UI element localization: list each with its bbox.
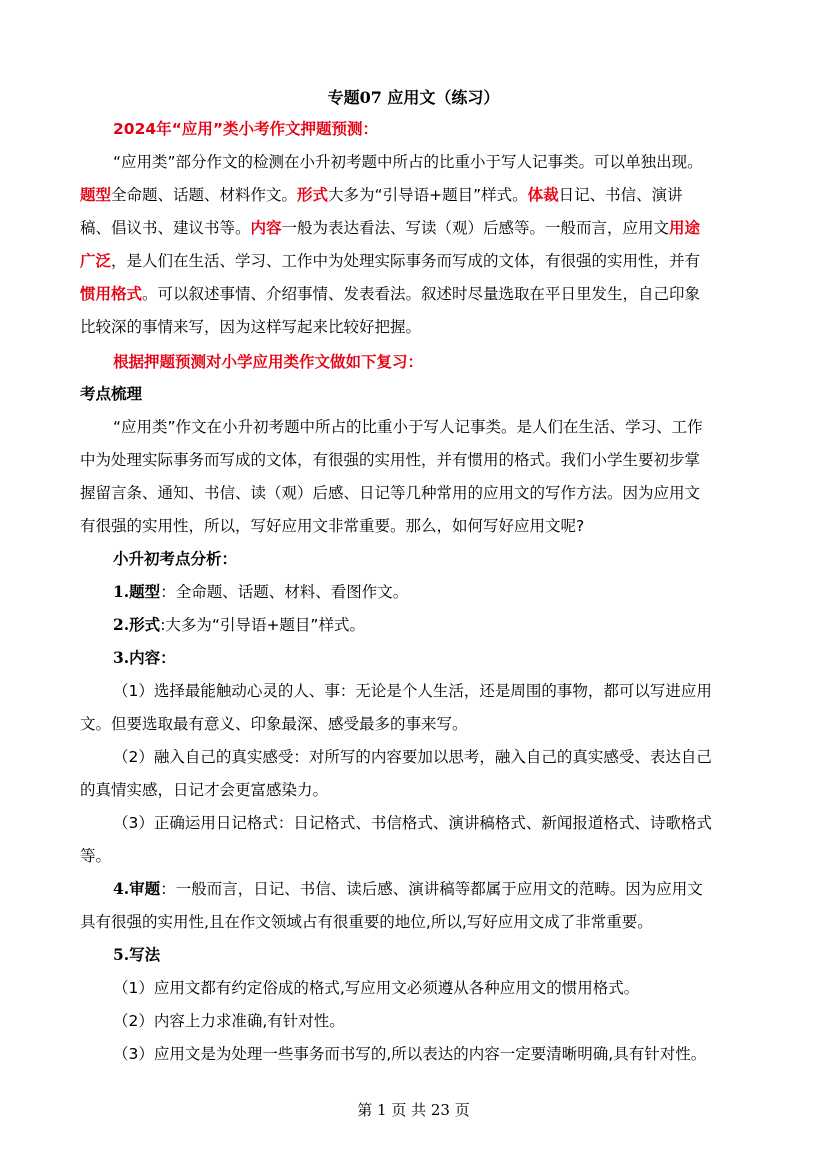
analysis-item-3-label: 3.内容：	[113, 648, 176, 667]
kaodian-line-1: “应用类”作文在小升初考题中所占的比重小于写人记事类。是人们在生活、学习、工作	[113, 418, 703, 436]
keyword-guangfan: 广泛	[80, 252, 112, 270]
keyword-tixing: 题型	[80, 186, 112, 204]
intro-line-5: 惯用格式。可以叙述事情、介绍事情、发表看法。叙述时尽量选取在平日里发生，自己印象	[80, 285, 701, 303]
analysis-item-1: 1.题型：全命题、话题、材料、看图作文。	[113, 582, 409, 601]
intro-line-6: 比较深的事情来写，因为这样写起来比较好把握。	[80, 318, 422, 336]
analysis-item-4-cont: 具有很强的实用性,且在作文领域占有很重要的地位,所以,写好应用文成了非常重要。	[80, 913, 653, 931]
analysis-item-2: 2.形式:大多为“引导语+题目”样式。	[113, 615, 365, 634]
content-sub-2a: （2）融入自己的真实感受：对所写的内容要加以思考，融入自己的真实感受、表达自己	[113, 748, 712, 766]
content-sub-3b: 等。	[80, 847, 112, 865]
keyword-neirong: 内容	[250, 219, 282, 237]
intro-line-2: 题型全命题、话题、材料作文。形式大多为“引导语+题目”样式。体裁日记、书信、演讲	[80, 186, 683, 204]
intro-line-4: 广泛，是人们在生活、学习、工作中为处理实际事务而写成的文体，有很强的实用性，并有	[80, 252, 701, 270]
writing-sub-3: （3）应用文是为处理一些事务而书写的,所以表达的内容一定要清晰明确,具有针对性。	[113, 1045, 707, 1063]
writing-sub-1: （1）应用文都有约定俗成的格式,写应用文必须遵从各种应用文的惯用格式。	[113, 979, 640, 997]
prediction-heading: 2024年“应用”类小考作文押题预测：	[113, 120, 379, 138]
content-sub-3a: （3）正确运用日记格式：日记格式、书信格式、演讲稿格式、新闻报道格式、诗歌格式	[113, 814, 712, 832]
page-title: 专题07 应用文（练习）	[327, 88, 500, 107]
intro-line-1: “应用类”部分作文的检测在小升初考题中所占的比重小于写人记事类。可以单独出现。	[113, 153, 703, 171]
keyword-yongtu: 用途	[669, 219, 701, 237]
keyword-guanyong-geshi: 惯用格式	[80, 285, 143, 303]
kaodian-line-3: 握留言条、通知、书信、读（观）后感、日记等几种常用的应用文的写作方法。因为应用文	[80, 484, 701, 502]
review-heading: 根据押题预测对小学应用类作文做如下复习：	[113, 353, 424, 371]
keyword-xingshi: 形式	[297, 186, 329, 204]
content-sub-1a: （1）选择最能触动心灵的人、事：无论是个人生活，还是周围的事物，都可以写进应用	[113, 682, 712, 700]
kaodian-line-2: 中为处理实际事务而写成的文体，有很强的实用性，并有惯用的格式。我们小学生要初步掌	[80, 451, 701, 469]
page-footer: 第 1 页 共 23 页	[357, 1101, 470, 1119]
analysis-heading: 小升初考点分析：	[113, 550, 238, 568]
analysis-item-4: 4.审题：一般而言，日记、书信、读后感、演讲稿等都属于应用文的范畴。因为应用文	[113, 879, 703, 898]
analysis-item-5-label: 5.写法	[113, 945, 161, 964]
writing-sub-2: （2）内容上力求准确,有针对性。	[113, 1012, 345, 1030]
keyword-ticai: 体裁	[527, 186, 559, 204]
content-sub-2b: 的真情实感，日记才会更富感染力。	[80, 781, 329, 799]
kaodian-heading: 考点梳理	[80, 385, 143, 403]
kaodian-line-4: 有很强的实用性，所以，写好应用文非常重要。那么，如何写好应用文呢?	[80, 517, 585, 535]
content-sub-1b: 文。但要选取最有意义、印象最深、感受最多的事来写。	[80, 715, 468, 733]
intro-line-3: 稿、倡议书、建议书等。内容一般为表达看法、写读（观）后感等。一般而言，应用文用途	[80, 219, 701, 237]
